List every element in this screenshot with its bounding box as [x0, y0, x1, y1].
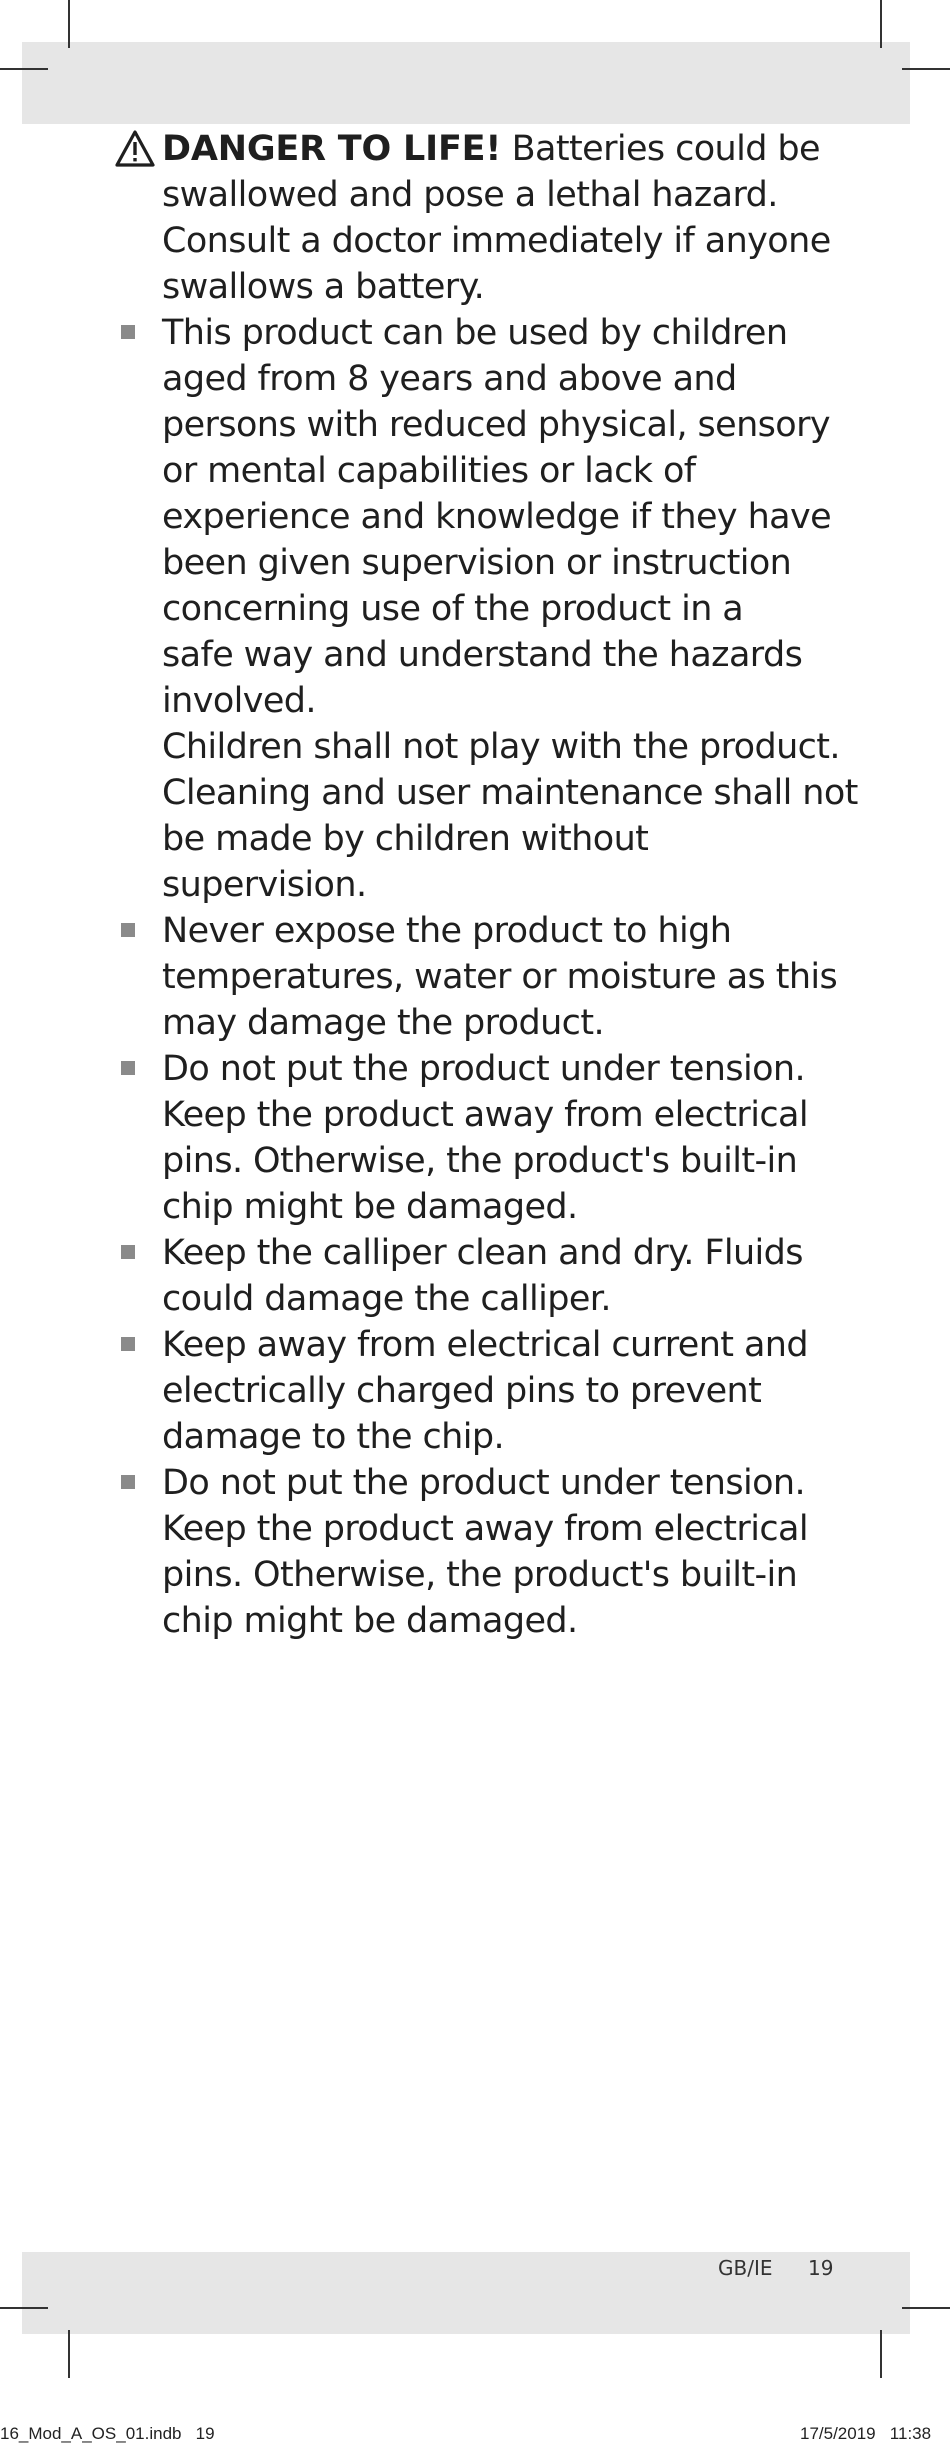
- bullet-line: or mental capabilities or lack of: [162, 451, 696, 491]
- warning-triangle-icon: [114, 129, 156, 169]
- bullet-line: safe way and understand the hazards: [162, 635, 803, 675]
- danger-line-1: [162, 126, 858, 172]
- bullet-line: could damage the calliper.: [162, 1279, 611, 1319]
- safety-instructions: [118, 126, 858, 1644]
- bullet-item: [118, 1046, 858, 1230]
- bullet-line: be made by children without supervision.: [162, 819, 649, 905]
- crop-mark: [880, 2330, 882, 2378]
- bullet-item: [118, 1322, 858, 1460]
- bullet-item: [118, 908, 858, 1046]
- danger-heading: DANGER TO LIFE!: [162, 129, 502, 169]
- crop-mark: [0, 68, 48, 70]
- bullet-line: persons with reduced physical, sensory: [162, 405, 831, 445]
- crop-mark: [68, 0, 70, 48]
- bullet-line: chip might be damaged.: [162, 1601, 578, 1641]
- danger-line: swallows a battery.: [162, 267, 485, 307]
- bullet-item: [118, 1230, 858, 1322]
- bullet-line: Keep the calliper clean and dry. Fluids: [162, 1233, 803, 1273]
- bullet-list: [118, 310, 858, 1644]
- bullet-line: pins. Otherwise, the product's built-in: [162, 1141, 798, 1181]
- bullet-line: Do not put the product under tension.: [162, 1049, 806, 1089]
- crop-mark: [0, 2307, 48, 2309]
- square-bullet-icon: [121, 923, 135, 937]
- bullet-line: electrically charged pins to prevent: [162, 1371, 762, 1411]
- crop-mark: [68, 2330, 70, 2378]
- bullet-line: Cleaning and user maintenance shall not: [162, 773, 858, 813]
- bullet-line: Keep away from electrical current and: [162, 1325, 808, 1365]
- danger-line: swallowed and pose a lethal hazard.: [162, 175, 778, 215]
- bullet-line: been given supervision or instruction: [162, 543, 792, 583]
- bullet-line: damage to the chip.: [162, 1417, 505, 1457]
- crop-mark: [880, 0, 882, 48]
- danger-warning: [118, 126, 858, 310]
- square-bullet-icon: [121, 325, 135, 339]
- bullet-line: This product can be used by children: [162, 313, 788, 353]
- bullet-line: aged from 8 years and above and: [162, 359, 737, 399]
- bullet-item: [118, 310, 858, 908]
- bullet-line: may damage the product.: [162, 1003, 604, 1043]
- bullet-line: Keep the product away from electrical: [162, 1095, 808, 1135]
- square-bullet-icon: [121, 1245, 135, 1259]
- bullet-line: Children shall not play with the product.: [162, 727, 840, 767]
- bullet-line: experience and knowledge if they have: [162, 497, 832, 537]
- danger-text-start: Batteries could be: [501, 129, 820, 169]
- bullet-line: involved.: [162, 681, 316, 721]
- crop-mark: [902, 68, 950, 70]
- footer-band: [22, 2252, 910, 2334]
- square-bullet-icon: [121, 1061, 135, 1075]
- square-bullet-icon: [121, 1337, 135, 1351]
- slug-file-name: 16_Mod_A_OS_01.indb 19: [0, 2424, 215, 2443]
- bullet-line: Keep the product away from electrical: [162, 1509, 808, 1549]
- danger-line: Consult a doctor immediately if anyone: [162, 221, 831, 261]
- bullet-line: Do not put the product under tension.: [162, 1463, 806, 1503]
- bullet-item: [118, 1460, 858, 1644]
- crop-mark: [902, 2307, 950, 2309]
- footer-region-label: GB/IE: [718, 2256, 773, 2280]
- header-band: [22, 42, 910, 124]
- bullet-line: temperatures, water or moisture as this: [162, 957, 838, 997]
- slug-date-time: 17/5/2019 11:38: [800, 2424, 932, 2443]
- bullet-line: concerning use of the product in a: [162, 589, 744, 629]
- bullet-line: Never expose the product to high: [162, 911, 732, 951]
- page-number: 19: [808, 2256, 834, 2280]
- bullet-line: pins. Otherwise, the product's built-in: [162, 1555, 798, 1595]
- bullet-line: chip might be damaged.: [162, 1187, 578, 1227]
- square-bullet-icon: [121, 1475, 135, 1489]
